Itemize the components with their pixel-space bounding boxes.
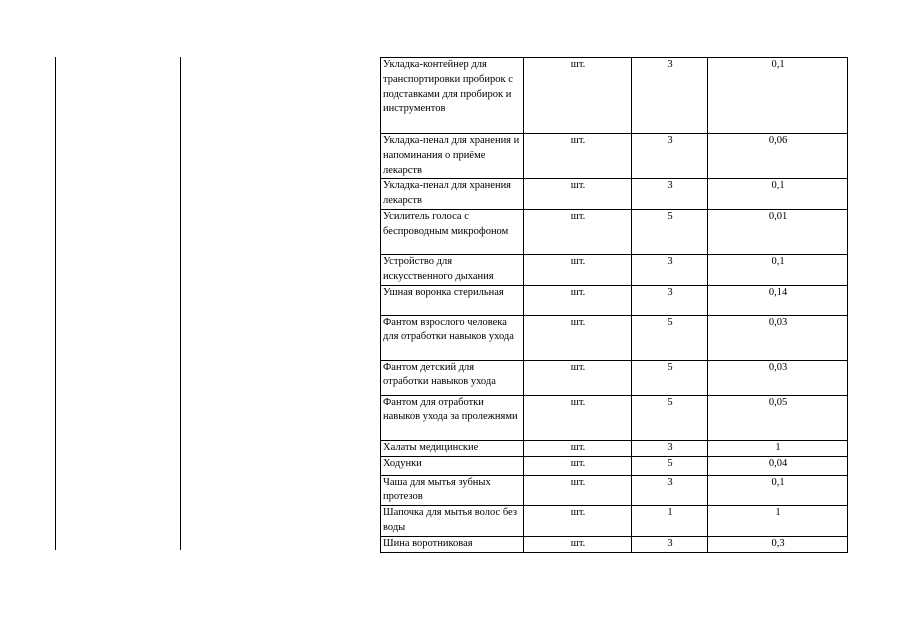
item-unit: шт. — [524, 209, 632, 254]
table-row — [381, 179, 848, 210]
left-column-border — [55, 57, 56, 550]
table-row — [381, 315, 848, 360]
second-column-border — [180, 57, 181, 550]
item-unit: шт. — [524, 475, 632, 506]
item-unit: шт. — [524, 440, 632, 456]
item-name: Укладка-пенал для хранения и напоминания о приёме лекарств — [381, 134, 524, 179]
item-norm: 0,1 — [708, 475, 848, 506]
item-unit: шт. — [524, 254, 632, 285]
table-row — [381, 536, 848, 552]
item-norm: 1 — [708, 506, 848, 537]
item-name: Шапочка для мытья волос без воды — [381, 506, 524, 537]
item-unit: шт. — [524, 360, 632, 395]
item-unit: шт. — [524, 456, 632, 475]
item-name: Фантом взрослого человека для отработки навыков ухода — [381, 315, 524, 360]
item-unit: шт. — [524, 506, 632, 537]
item-name: Ушная воронка стерильная — [381, 285, 524, 315]
item-unit: шт. — [524, 285, 632, 315]
item-quantity: 3 — [632, 475, 708, 506]
item-norm: 0,03 — [708, 315, 848, 360]
item-name: Укладка-пенал для хранения лекарств — [381, 179, 524, 210]
item-name: Усилитель голоса с беспроводным микрофоном — [381, 209, 524, 254]
item-unit: шт. — [524, 179, 632, 210]
item-norm: 0,03 — [708, 360, 848, 395]
item-name: Шина воротниковая — [381, 536, 524, 552]
item-name: Халаты медицинские — [381, 440, 524, 456]
item-norm: 0,01 — [708, 209, 848, 254]
item-quantity: 5 — [632, 209, 708, 254]
table-row — [381, 209, 848, 254]
item-unit: шт. — [524, 58, 632, 134]
equipment-table — [380, 57, 848, 553]
item-quantity: 3 — [632, 440, 708, 456]
item-norm: 0,1 — [708, 254, 848, 285]
table-row — [381, 475, 848, 506]
item-quantity: 3 — [632, 179, 708, 210]
item-name: Устройство для искусственного дыхания — [381, 254, 524, 285]
item-quantity: 3 — [632, 58, 708, 134]
item-quantity: 5 — [632, 315, 708, 360]
table-row — [381, 360, 848, 395]
item-name: Ходунки — [381, 456, 524, 475]
table-row — [381, 285, 848, 315]
item-name: Фантом детский для отработки навыков ухода — [381, 360, 524, 395]
item-quantity: 5 — [632, 395, 708, 440]
item-quantity: 3 — [632, 134, 708, 179]
item-name: Чаша для мытья зубных протезов — [381, 475, 524, 506]
item-quantity: 5 — [632, 360, 708, 395]
table-row — [381, 395, 848, 440]
item-name: Укладка-контейнер для транспортировки пробирок с подставками для пробирок и инструментов — [381, 58, 524, 134]
item-norm: 0,1 — [708, 58, 848, 134]
item-quantity: 3 — [632, 285, 708, 315]
item-norm: 0,3 — [708, 536, 848, 552]
item-norm: 1 — [708, 440, 848, 456]
table-row — [381, 456, 848, 475]
item-unit: шт. — [524, 134, 632, 179]
item-norm: 0,14 — [708, 285, 848, 315]
item-norm: 0,1 — [708, 179, 848, 210]
table-row — [381, 134, 848, 179]
table-row — [381, 254, 848, 285]
item-norm: 0,06 — [708, 134, 848, 179]
item-norm: 0,04 — [708, 456, 848, 475]
item-quantity: 3 — [632, 536, 708, 552]
item-unit: шт. — [524, 315, 632, 360]
table-row — [381, 506, 848, 537]
item-quantity: 5 — [632, 456, 708, 475]
item-quantity: 1 — [632, 506, 708, 537]
item-unit: шт. — [524, 536, 632, 552]
item-quantity: 3 — [632, 254, 708, 285]
item-unit: шт. — [524, 395, 632, 440]
item-name: Фантом для отработки навыков ухода за пролежнями — [381, 395, 524, 440]
item-norm: 0,05 — [708, 395, 848, 440]
table-row — [381, 440, 848, 456]
table-row — [381, 58, 848, 134]
